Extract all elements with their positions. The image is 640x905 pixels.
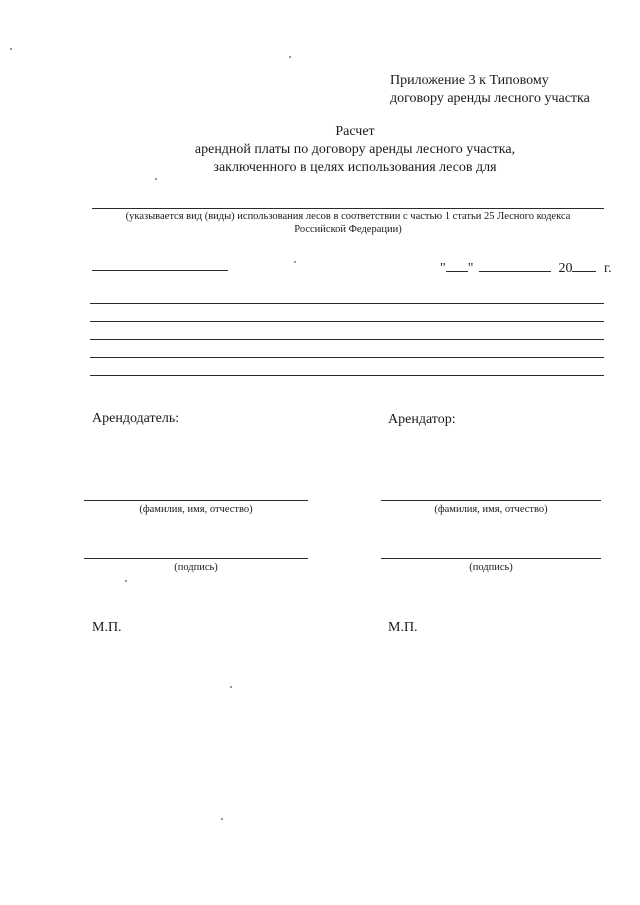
appendix-line-1: Приложение 3 к Типовому	[390, 73, 549, 88]
lessee-name-caption: (фамилия, имя, отчество)	[434, 504, 548, 515]
lessor-name-line[interactable]	[84, 500, 308, 501]
year-prefix: 20	[558, 261, 573, 276]
calc-blank-line[interactable]	[90, 303, 604, 304]
usage-type-blank-line[interactable]	[92, 208, 604, 209]
scan-speck	[221, 818, 223, 820]
scan-speck	[10, 48, 12, 50]
appendix-line-2: договору аренды лесного участка	[390, 91, 590, 106]
year-suffix: г.	[603, 261, 612, 276]
scan-speck	[155, 178, 157, 180]
scan-speck	[125, 580, 127, 582]
calc-blank-line[interactable]	[90, 375, 604, 376]
lessee-signature-line[interactable]	[381, 558, 601, 559]
scan-speck	[230, 686, 232, 688]
usage-hint-line-2: Российской Федерации)	[294, 224, 402, 235]
scan-speck	[294, 261, 296, 263]
lessee-stamp-label: М.П.	[388, 620, 418, 635]
day-blank[interactable]	[446, 257, 468, 272]
usage-hint-line-1: (указывается вид (виды) использования лесов в соответствии с частью 1 статьи 25 Лесного кодекса	[125, 211, 571, 222]
lessee-name-line[interactable]	[381, 500, 601, 501]
lessor-stamp-label: М.П.	[92, 620, 122, 635]
lessor-label: Арендодатель:	[92, 411, 180, 426]
appendix-header	[390, 72, 590, 108]
date-open-quote: "	[440, 261, 446, 276]
title-line-3: заключенного в целях использования лесов для	[213, 160, 497, 175]
usage-type-hint	[88, 210, 608, 236]
calc-blank-line[interactable]	[90, 321, 604, 322]
title-line-2: арендной платы по договору аренды лесного участка,	[194, 142, 516, 157]
lessee-signature-caption: (подпись)	[469, 562, 513, 573]
document-title	[150, 123, 560, 177]
lessor-signature-line[interactable]	[84, 558, 308, 559]
calc-blank-line[interactable]	[90, 357, 604, 358]
lessee-label: Арендатор:	[388, 412, 456, 427]
calc-blank-line[interactable]	[90, 339, 604, 340]
date-field	[440, 257, 612, 277]
date-close-quote: "	[467, 261, 474, 276]
lessor-signature-caption: (подпись)	[174, 562, 218, 573]
title-line-1: Расчет	[335, 124, 375, 139]
lessor-name-caption: (фамилия, имя, отчество)	[139, 504, 253, 515]
place-blank-line[interactable]	[92, 270, 228, 271]
month-blank[interactable]	[479, 257, 551, 272]
year-blank[interactable]	[572, 257, 596, 272]
scan-speck	[289, 56, 291, 58]
